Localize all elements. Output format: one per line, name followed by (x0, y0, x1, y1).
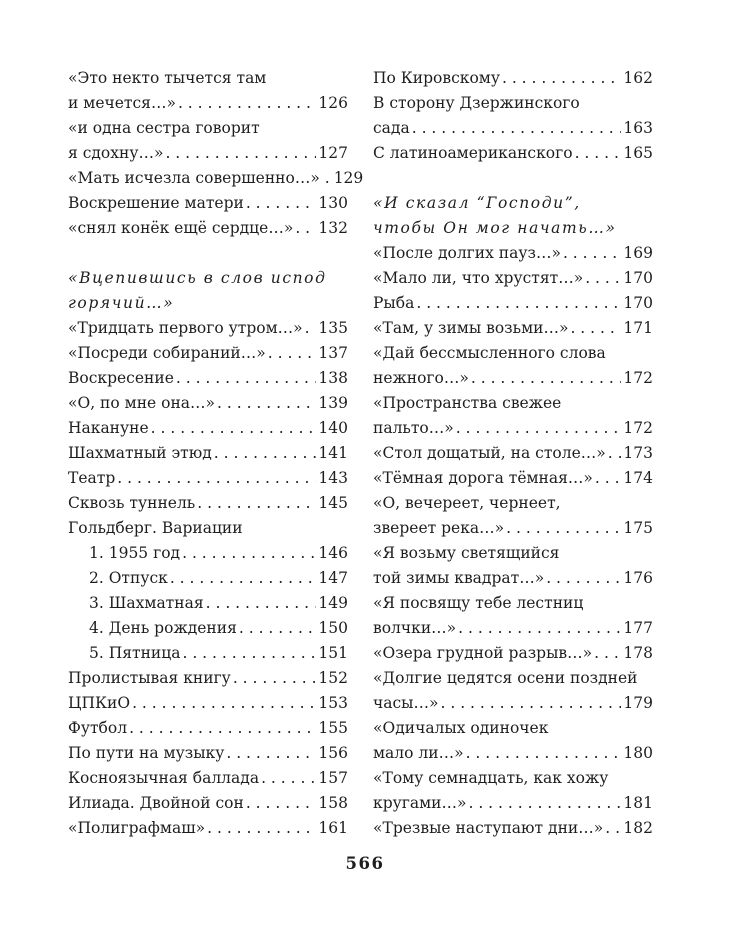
toc-entry (68, 666, 348, 691)
dot-leader (206, 591, 317, 616)
toc-entry-title: ЦПКиО (68, 694, 131, 712)
toc-page-number: 170 (623, 294, 653, 312)
toc-entry-title: Театр (68, 469, 116, 487)
toc-entry-row (373, 741, 653, 766)
toc-entry (68, 141, 348, 166)
dot-leader (182, 641, 316, 666)
toc-entry (373, 616, 653, 641)
toc-page-number: 126 (318, 94, 348, 112)
toc-entry-title: Накануне (68, 419, 149, 437)
toc-entry-title: 5. Пятница (89, 644, 181, 662)
toc-entry-row (68, 316, 348, 341)
toc-entry-title: 2. Отпуск (89, 569, 168, 587)
toc-entry-row (68, 591, 348, 616)
dot-leader (468, 791, 621, 816)
toc-entry-title: и мечется…» (68, 94, 176, 112)
toc-page-number: 173 (623, 444, 653, 462)
toc-entry (68, 191, 348, 216)
dot-leader (608, 441, 622, 466)
toc-entry-title: «Мать исчезла совершенно…» . (68, 169, 330, 187)
toc-entry-title: Воскресение (68, 369, 174, 387)
toc-page-number: 153 (318, 694, 348, 712)
toc-entry-title: Футбол (68, 719, 128, 737)
toc-entry-row (68, 791, 348, 816)
toc-entry (68, 641, 348, 666)
toc-entry-title: Рыба (373, 294, 415, 312)
toc-entry (68, 716, 348, 741)
toc-entry-line: «Дай бессмысленного слова (373, 344, 606, 362)
dot-leader (214, 441, 317, 466)
toc-page-number: 156 (318, 744, 348, 762)
toc-page-number: 175 (623, 519, 653, 537)
toc-entry-title: кругами…» (373, 794, 467, 812)
toc-entry (373, 741, 653, 766)
toc-entry-title: пальто…» (373, 419, 454, 437)
toc-entry (68, 466, 348, 491)
toc-entry (68, 316, 348, 341)
toc-entry-row (68, 391, 348, 416)
toc-entry-row (68, 491, 348, 516)
dot-leader (456, 416, 622, 441)
toc-page-number: 146 (318, 544, 348, 562)
toc-entry (68, 491, 348, 516)
toc-entry-title: «После долгих пауз…» (373, 244, 561, 262)
toc-entry-title: волчки…» (373, 619, 457, 637)
dot-leader (207, 816, 316, 841)
toc-page-number: 179 (623, 694, 653, 712)
toc-page-number: 171 (623, 319, 653, 337)
toc-entry-line: «Я возьму светящийся (373, 544, 560, 562)
toc-entry (68, 816, 348, 841)
toc-entry (68, 691, 348, 716)
dot-leader (502, 66, 621, 91)
toc-page-number: 140 (318, 419, 348, 437)
toc-entry-row (373, 616, 653, 641)
toc-entry-row (68, 216, 348, 241)
toc-entry-title: «Тридцать первого утром…» (68, 319, 303, 337)
toc-entry-row (373, 791, 653, 816)
dot-leader (233, 666, 317, 691)
toc-entry-title: «О, по мне она…» (68, 394, 216, 412)
toc-right-column (373, 66, 653, 841)
toc-entry-title: «Полиграфмаш» (68, 819, 206, 837)
toc-entry (68, 366, 348, 391)
toc-page-number: 139 (318, 394, 348, 412)
dot-leader (305, 316, 317, 341)
toc-entry (373, 291, 653, 316)
toc-entry (68, 741, 348, 766)
toc-entry-row (68, 416, 348, 441)
toc-entry (373, 566, 653, 591)
toc-entry-line: Гольдберг. Вариации (68, 519, 243, 537)
toc-entry-row (68, 691, 348, 716)
toc-page-number: 135 (318, 319, 348, 337)
toc-entry-row (373, 66, 653, 91)
dot-leader (151, 416, 317, 441)
toc-entry-line: В сторону Дзержинского (373, 94, 580, 112)
toc-entry-row (68, 341, 348, 366)
toc-entry-row (373, 291, 653, 316)
toc-entry-row (68, 91, 348, 116)
toc-entry-row (373, 516, 653, 541)
dot-leader (268, 341, 317, 366)
toc-entry (373, 316, 653, 341)
dot-leader (416, 291, 621, 316)
toc-page-number: 163 (623, 119, 653, 137)
toc-entry-row (68, 741, 348, 766)
toc-page-number: 169 (623, 244, 653, 262)
toc-page-number: 176 (623, 569, 653, 587)
toc-entry-row (373, 141, 653, 166)
toc-page-number: 157 (318, 769, 348, 787)
toc-entry-row (68, 616, 348, 641)
toc-entry (68, 391, 348, 416)
toc-entry (373, 241, 653, 266)
toc-entry-row (68, 441, 348, 466)
toc-entry (373, 266, 653, 291)
toc-entry-title: той зимы квадрат…» (373, 569, 545, 587)
toc-entry (68, 341, 348, 366)
toc-page-number: 152 (318, 669, 348, 687)
toc-entry-row (68, 466, 348, 491)
toc-entry-row (68, 816, 348, 841)
page-number: 566 (345, 854, 385, 873)
toc-entry-line: «Одичалых одиночек (373, 719, 549, 737)
toc-page-number: 174 (623, 469, 653, 487)
toc-entry-line: «Долгие цедятся осени поздней (373, 669, 638, 687)
toc-entry-title: 4. День рождения (89, 619, 237, 637)
dot-leader (129, 716, 316, 741)
toc-page-number: 138 (318, 369, 348, 387)
toc-page-number: 178 (623, 644, 653, 662)
toc-entry-row (373, 241, 653, 266)
toc-entry-title: сада (373, 119, 410, 137)
toc-entry-title: нежного…» (373, 369, 469, 387)
dot-leader (412, 116, 622, 141)
toc-entry-row (68, 166, 364, 191)
dot-leader (295, 216, 316, 241)
toc-entry-title: мало ли…» (373, 744, 464, 762)
toc-page-number: 180 (623, 744, 653, 762)
toc-entry-title: По пути на музыку (68, 744, 225, 762)
toc-entry (68, 566, 348, 591)
dot-leader (261, 766, 316, 791)
toc-entry (373, 366, 653, 391)
dot-leader (575, 141, 622, 166)
section-heading: «Вцепившись в слов испод (68, 269, 327, 287)
toc-entry-title: По Кировскому (373, 69, 500, 87)
toc-entry-title: Косноязычная баллада (68, 769, 260, 787)
toc-entry-row (373, 116, 653, 141)
toc-entry-row (373, 566, 653, 591)
dot-leader (178, 91, 316, 116)
dot-leader (594, 641, 621, 666)
toc-entry (373, 816, 653, 841)
toc-entry-row (68, 366, 348, 391)
dot-leader (595, 466, 622, 491)
toc-entry-title: «Стол дощатый, на столе…» (373, 444, 606, 462)
toc-entry (68, 441, 348, 466)
toc-entry-row (373, 316, 653, 341)
toc-entry (68, 591, 348, 616)
toc-page-number: 141 (318, 444, 348, 462)
toc-page-number: 172 (623, 369, 653, 387)
toc-entry-line: «Пространства свежее (373, 394, 562, 412)
toc-page-number: 165 (623, 144, 653, 162)
toc-page-number: 182 (623, 819, 653, 837)
section-heading: чтобы Он мог начать…» (373, 219, 617, 237)
toc-entry-line: «Это некто тычется там (68, 69, 267, 87)
toc-entry (373, 66, 653, 91)
toc-entry-title: «Посреди собираний…» (68, 344, 266, 362)
toc-entry (68, 91, 348, 116)
toc-entry-row (68, 641, 348, 666)
toc-entry (373, 416, 653, 441)
toc-entry-title: часы…» (373, 694, 439, 712)
toc-entry-row (68, 566, 348, 591)
toc-page-number: 149 (318, 594, 348, 612)
toc-entry (68, 616, 348, 641)
toc-entry-title: звереет река…» (373, 519, 505, 537)
toc-page-number: 129 (333, 169, 364, 187)
toc-page-number: 137 (318, 344, 348, 362)
dot-leader (165, 141, 316, 166)
toc-entry (373, 641, 653, 666)
toc-page-number: 132 (318, 219, 348, 237)
toc-entry-row (68, 541, 348, 566)
dot-leader (563, 241, 621, 266)
toc-entry-row (373, 416, 653, 441)
section-spacer (373, 166, 653, 191)
toc-entry-title: «Там, у зимы возьми…» (373, 319, 569, 337)
toc-entry-title: Шахматный этюд (68, 444, 212, 462)
dot-leader (246, 191, 317, 216)
toc-entry-row (68, 141, 348, 166)
toc-entry (68, 766, 348, 791)
dot-leader (246, 791, 317, 816)
toc-page-number: 170 (623, 269, 653, 287)
toc-entry-row (68, 191, 348, 216)
toc-entry (373, 441, 653, 466)
section-spacer (68, 241, 348, 266)
toc-entry-title: «снял конёк ещё сердце…» (68, 219, 294, 237)
dot-leader (132, 691, 316, 716)
toc-entry-row (68, 716, 348, 741)
toc-entry-row (373, 816, 653, 841)
toc-entry-title: С латиноамериканского (373, 144, 573, 162)
toc-entry-row (68, 666, 348, 691)
toc-entry-title: «Тёмная дорога тёмная…» (373, 469, 593, 487)
dot-leader (605, 816, 621, 841)
toc-entry (373, 141, 653, 166)
toc-entry-title: «Мало ли, что хрустят…» (373, 269, 584, 287)
toc-page-number: 181 (623, 794, 653, 812)
toc-entry-row (373, 691, 653, 716)
toc-page-number: 150 (318, 619, 348, 637)
toc-entry-line: «О, вечереет, чернеет, (373, 494, 561, 512)
toc-entry-row (373, 366, 653, 391)
toc-entry-title: «Трезвые наступают дни…» (373, 819, 604, 837)
toc-page-number: 155 (318, 719, 348, 737)
toc-entry (68, 216, 348, 241)
toc-entry-title: Воскрешение матери (68, 194, 244, 212)
section-heading: «И сказал “Господи”, (373, 194, 581, 212)
toc-entry (373, 791, 653, 816)
dot-leader (585, 266, 621, 291)
toc-entry (373, 466, 653, 491)
toc-entry-line: «Я посвящу тебе лестниц (373, 594, 584, 612)
toc-entry (68, 166, 364, 191)
toc-page-number: 172 (623, 419, 653, 437)
toc-entry (373, 516, 653, 541)
toc-entry-title: Илиада. Двойной сон (68, 794, 244, 812)
toc-entry-line: «Тому семнадцать, как хожу (373, 769, 609, 787)
dot-leader (170, 566, 317, 591)
dot-leader (217, 391, 316, 416)
toc-page-number: 147 (318, 569, 348, 587)
dot-leader (117, 466, 316, 491)
dot-leader (458, 616, 621, 641)
dot-leader (226, 741, 316, 766)
toc-entry-title: 3. Шахматная (89, 594, 204, 612)
toc-left-column (68, 66, 364, 841)
toc-page-number: 177 (623, 619, 653, 637)
toc-entry-row (373, 441, 653, 466)
dot-leader (466, 741, 622, 766)
toc-entry-title: Сквозь туннель (68, 494, 196, 512)
dot-leader (182, 541, 316, 566)
toc-entry-title: я сдохну…» (68, 144, 164, 162)
toc-entry-title: «Озера грудной разрыв…» (373, 644, 593, 662)
toc-entry (373, 691, 653, 716)
toc-entry-row (373, 466, 653, 491)
toc-page-number: 161 (318, 819, 348, 837)
toc-entry (68, 541, 348, 566)
toc-entry-row (68, 766, 348, 791)
section-heading: горячий…» (68, 294, 175, 312)
dot-leader (570, 316, 621, 341)
toc-entry-row (373, 641, 653, 666)
toc-page-number: 151 (318, 644, 348, 662)
toc-entry (68, 791, 348, 816)
toc-page-number: 130 (318, 194, 348, 212)
toc-page-number: 143 (318, 469, 348, 487)
toc-entry-line: «и одна сестра говорит (68, 119, 260, 137)
toc-page-number: 127 (318, 144, 348, 162)
dot-leader (471, 366, 622, 391)
toc-page-number: 158 (318, 794, 348, 812)
toc-entry (68, 416, 348, 441)
toc-entry (373, 116, 653, 141)
dot-leader (197, 491, 316, 516)
toc-entry-title: Пролистывая книгу (68, 669, 231, 687)
dot-leader (239, 616, 317, 641)
toc-page-number: 162 (623, 69, 653, 87)
dot-leader (546, 566, 621, 591)
dot-leader (441, 691, 622, 716)
dot-leader (176, 366, 317, 391)
toc-entry-title: 1. 1955 год (89, 544, 181, 562)
toc-page-number: 145 (318, 494, 348, 512)
toc-entry-row (373, 266, 653, 291)
dot-leader (506, 516, 621, 541)
